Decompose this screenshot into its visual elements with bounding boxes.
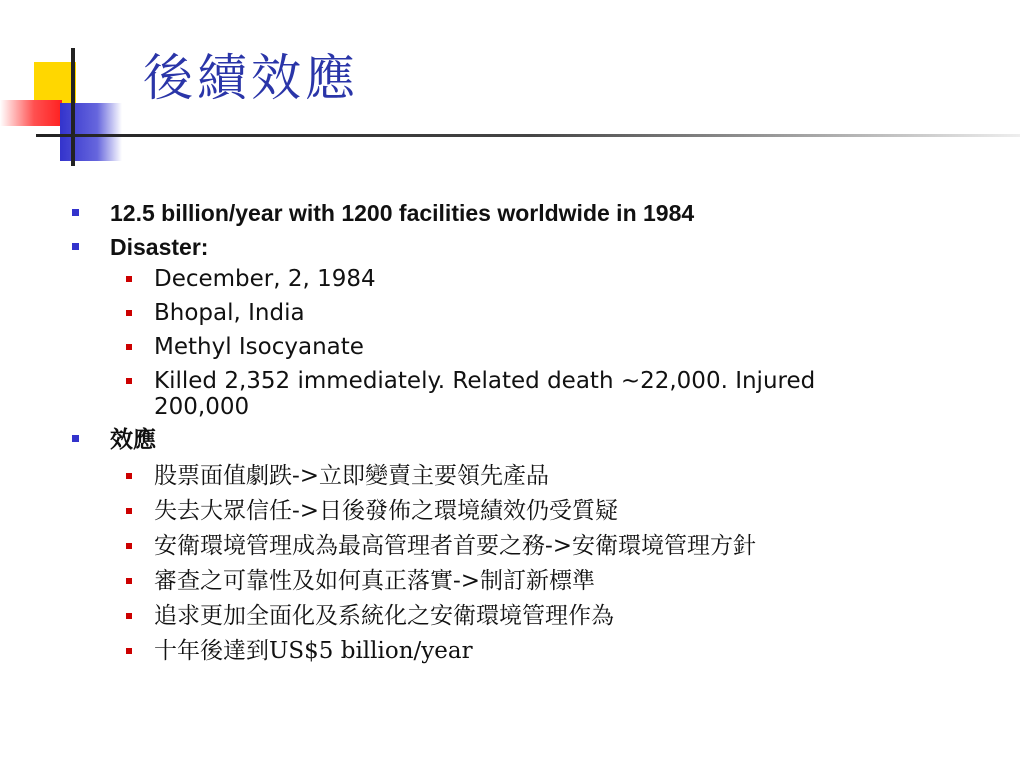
sub-bullet-square-icon xyxy=(126,648,132,654)
sub-bullet-square-icon xyxy=(126,378,132,384)
sub-bullet-item xyxy=(0,533,1024,559)
sub-bullet-text: Bhopal, India xyxy=(154,300,305,326)
sub-bullet-text: 審查之可靠性及如何真正落實->制訂新標準 xyxy=(154,568,596,594)
sub-bullet-item xyxy=(0,368,1024,420)
sub-bullet-square-icon xyxy=(126,543,132,549)
decor-yellow-square xyxy=(34,62,76,104)
bullet-square-icon xyxy=(72,209,79,216)
sub-bullet-square-icon xyxy=(126,310,132,316)
sub-bullet-text: 十年後達到US$5 billion/year xyxy=(154,638,473,664)
bullet-square-icon xyxy=(72,243,79,250)
sub-bullet-text: December, 2, 1984 xyxy=(154,266,376,292)
bullet-item xyxy=(0,424,1024,454)
sub-bullet-item xyxy=(0,463,1024,489)
decor-red-bar xyxy=(0,100,62,126)
bullet-text: 效應 xyxy=(110,426,156,452)
sub-bullet-item xyxy=(0,334,1024,360)
sub-bullet-square-icon xyxy=(126,473,132,479)
bullet-item xyxy=(0,232,1024,262)
sub-bullet-list xyxy=(0,463,1024,664)
sub-bullet-item xyxy=(0,638,1024,664)
sub-bullet-square-icon xyxy=(126,276,132,282)
decor-vertical-line xyxy=(71,48,75,166)
sub-bullet-square-icon xyxy=(126,613,132,619)
sub-bullet-square-icon xyxy=(126,344,132,350)
sub-bullet-item xyxy=(0,603,1024,629)
decor-blue-square xyxy=(60,103,122,161)
sub-bullet-text: 安衛環境管理成為最高管理者首要之務->安衛環境管理方針 xyxy=(154,533,757,559)
sub-bullet-item xyxy=(0,568,1024,594)
sub-bullet-square-icon xyxy=(126,578,132,584)
decor-horizontal-rule xyxy=(36,134,1020,137)
slide-title: 後續效應 xyxy=(143,49,359,107)
sub-bullet-text: Methyl Isocyanate xyxy=(154,334,364,360)
sub-bullet-square-icon xyxy=(126,508,132,514)
bullet-text: Disaster: xyxy=(110,234,209,260)
bullet-item xyxy=(0,198,1024,228)
sub-bullet-text: 股票面值劇跌->立即變賣主要領先產品 xyxy=(154,463,550,489)
sub-bullet-text: Killed 2,352 immediately. Related death ~22,000. Injured 200,000 xyxy=(154,368,816,420)
sub-bullet-text: 追求更加全面化及系統化之安衛環境管理作為 xyxy=(154,603,614,629)
sub-bullet-item xyxy=(0,266,1024,292)
sub-bullet-item xyxy=(0,300,1024,326)
bullet-text: 12.5 billion/year with 1200 facilities worldwide in 1984 xyxy=(110,200,695,226)
sub-bullet-item xyxy=(0,498,1024,524)
slide-content xyxy=(0,198,1024,664)
sub-bullet-text: 失去大眾信任->日後發佈之環境績效仍受質疑 xyxy=(154,498,619,524)
bullet-square-icon xyxy=(72,435,79,442)
